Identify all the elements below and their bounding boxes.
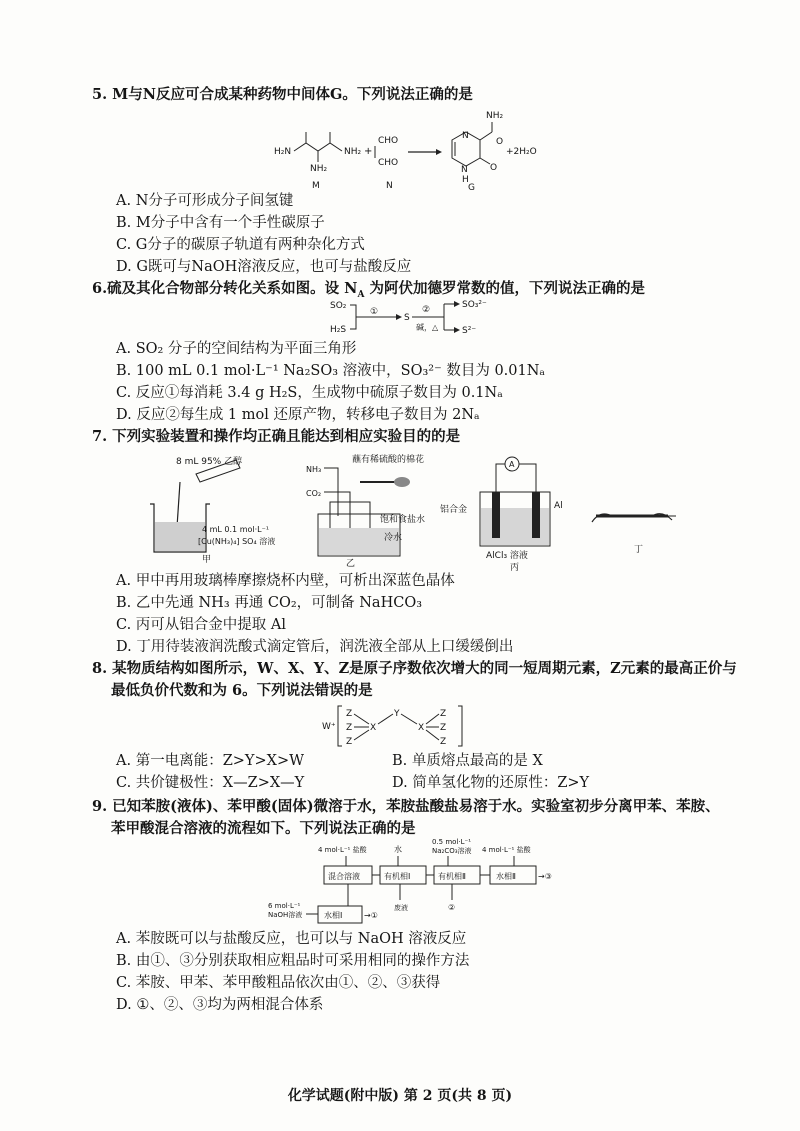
z-atom-2: Z bbox=[346, 723, 353, 733]
alloy-electrode bbox=[492, 492, 500, 538]
q8-structure bbox=[322, 702, 472, 750]
q7-option-c[interactable]: C. 丙可从铝合金中提取 Al bbox=[116, 617, 287, 633]
q7-option-d[interactable]: D. 丁用待装液润洗酸式滴定管后，润洗液全部从上口缓缓倒出 bbox=[116, 639, 514, 655]
flow-out-2: ② bbox=[448, 903, 456, 912]
m-nh2-mid: NH₂ bbox=[310, 164, 328, 174]
bond-z3-x1 bbox=[354, 730, 369, 740]
q5-stem: 5. M与N反应可合成某种药物中间体G。下列说法正确的是 bbox=[92, 86, 473, 103]
m-h2n: H₂N bbox=[274, 147, 292, 157]
q9-option-d[interactable]: D. ①、②、③均为两相混合体系 bbox=[116, 997, 324, 1013]
bracket-close bbox=[458, 706, 462, 746]
q7-stem: 7. 下列实验装置和操作均正确且能达到相应实验目的的是 bbox=[92, 428, 461, 445]
z-atom-5: Z bbox=[440, 723, 447, 733]
flow-water: 水 bbox=[394, 845, 402, 854]
yi-cold-label: 冷水 bbox=[384, 533, 403, 543]
q7-option-b[interactable]: B. 乙中先通 NH₃ 再通 CO₂，可制备 NaHCO₃ bbox=[116, 595, 423, 611]
flow-out-1: →① bbox=[364, 911, 378, 920]
flow-out-3: →③ bbox=[538, 872, 552, 881]
q8-stem-line2: 最低负价代数和为 6。下列说法错误的是 bbox=[111, 682, 373, 699]
q5-option-c[interactable]: C. G分子的碳原子轨道有两种杂化方式 bbox=[116, 237, 365, 253]
bond-x1-y bbox=[378, 714, 393, 724]
plus-sign: + bbox=[364, 146, 373, 157]
jia-solution-line1: 4 mL 0.1 mol·L⁻¹ bbox=[202, 525, 270, 534]
h2s-label: H₂S bbox=[330, 325, 347, 335]
g-amide-o: O bbox=[496, 137, 504, 147]
q5-option-a[interactable]: A. N分子可形成分子间氢键 bbox=[116, 193, 294, 209]
g-label: G bbox=[468, 183, 475, 193]
q6-option-a[interactable]: A. SO₂ 分子的空间结构为平面三角形 bbox=[116, 341, 357, 357]
ding-label: 丁 bbox=[634, 545, 644, 555]
x-atom-2: X bbox=[418, 723, 425, 733]
q8-option-b[interactable]: B. 单质熔点最高的是 X bbox=[392, 753, 543, 769]
flow-hcl-2: 4 mol·L⁻¹ 盐酸 bbox=[482, 846, 531, 854]
q9-option-b[interactable]: B. 由①、③分别获取相应粗品时可采用相同的操作方法 bbox=[116, 953, 470, 969]
al-electrode bbox=[532, 492, 540, 538]
ammeter-label: A bbox=[509, 460, 515, 469]
box-mixed-label: 混合溶液 bbox=[328, 872, 360, 881]
wire-right bbox=[519, 464, 536, 494]
n-cho-2: CHO bbox=[378, 158, 399, 168]
q7-apparatus bbox=[140, 452, 680, 572]
arrow-s2-head bbox=[454, 327, 460, 333]
bing-label: 丙 bbox=[510, 563, 520, 573]
q6-option-d[interactable]: D. 反应②每生成 1 mol 还原产物，转移电子数目为 2Nₐ bbox=[116, 407, 480, 423]
q5-reaction-scheme bbox=[250, 108, 550, 192]
q7-option-a[interactable]: A. 甲中再用玻璃棒摩擦烧杯内壁，可析出深蓝色晶体 bbox=[116, 573, 455, 589]
q6-option-b[interactable]: B. 100 mL 0.1 mol·L⁻¹ Na₂SO₃ 溶液中，SO₃²⁻ 数目为 0.01Nₐ bbox=[116, 363, 546, 379]
z-atom-6: Z bbox=[440, 737, 447, 747]
z-atom-3: Z bbox=[346, 737, 353, 747]
yi-cotton-label: 蘸有稀硫酸的棉花 bbox=[352, 455, 425, 465]
bing-al-label: Al bbox=[554, 501, 563, 511]
jia-solution-line2: [Cu(NH₃)₄] SO₄ 溶液 bbox=[198, 537, 276, 546]
yi-nh3-label: NH₃ bbox=[306, 465, 322, 474]
bracket-open bbox=[338, 706, 342, 746]
bond-x2-z4 bbox=[426, 714, 439, 724]
step1-label: ① bbox=[370, 307, 379, 317]
jia-reagent-label: 8 mL 95% 乙醇 bbox=[176, 457, 243, 467]
bing-alloy-label: 铝合金 bbox=[440, 505, 468, 515]
box-aq1-label: 水相Ⅰ bbox=[324, 911, 343, 920]
step2-label: ② bbox=[422, 305, 431, 315]
yi-co2-tube bbox=[324, 492, 350, 532]
arrow-head bbox=[436, 149, 442, 155]
yi-co2-label: CO₂ bbox=[306, 489, 322, 498]
s2-label: S²⁻ bbox=[462, 326, 477, 336]
bracket-left bbox=[350, 305, 356, 329]
q8-option-c[interactable]: C. 共价键极性：X—Z>X—Y bbox=[116, 775, 305, 791]
q9-stem-line1: 9. 已知苯胺(液体)、苯甲酸(固体)微溶于水，苯胺盐酸盐易溶于水。实验室初步分离甲苯、苯胺、 bbox=[92, 798, 720, 815]
q8-option-a[interactable]: A. 第一电离能：Z>Y>X>W bbox=[116, 753, 305, 769]
bing-solution-label: AlCl₃ 溶液 bbox=[486, 551, 528, 561]
flow-waste: 废液 bbox=[394, 904, 408, 912]
q5-option-b[interactable]: B. M分子中含有一个手性碳原子 bbox=[116, 215, 325, 231]
flow-hcl-1: 4 mol·L⁻¹ 盐酸 bbox=[318, 846, 367, 854]
page-footer: 化学试题(附中版) 第 2 页(共 8 页) bbox=[287, 1088, 513, 1104]
q5-option-d[interactable]: D. G既可与NaOH溶液反应，也可与盐酸反应 bbox=[116, 259, 412, 275]
flow-na2co3-1: 0.5 mol·L⁻¹ bbox=[432, 838, 472, 846]
wire-left bbox=[496, 464, 505, 494]
q6-option-c[interactable]: C. 反应①每消耗 3.4 g H₂S，生成物中硫原子数目为 0.1Nₐ bbox=[116, 385, 503, 401]
arrow-step1-head bbox=[396, 314, 402, 320]
flow-na2co3-2: Na₂CO₃溶液 bbox=[432, 847, 472, 855]
flow-naoh-2: NaOH溶液 bbox=[268, 911, 303, 919]
y-atom: Y bbox=[394, 709, 400, 719]
box-org2-label: 有机相Ⅱ bbox=[438, 872, 466, 881]
q9-option-c[interactable]: C. 苯胺、甲苯、苯甲酸粗品依次由①、②、③获得 bbox=[116, 975, 441, 991]
g-keto-o: O bbox=[490, 163, 498, 173]
z-atom-4: Z bbox=[440, 709, 447, 719]
w-cation: W⁺ bbox=[322, 722, 336, 732]
box-org1-label: 有机相Ⅰ bbox=[384, 872, 411, 881]
s-label: S bbox=[404, 313, 410, 323]
q9-stem-line2: 苯甲酸混合溶液的流程如下。下列说法正确的是 bbox=[111, 820, 416, 837]
flow-naoh-1: 6 mol·L⁻¹ bbox=[268, 902, 301, 910]
q8-stem-line1: 8. 某物质结构如图所示，W、X、Y、Z是原子序数依次增大的同一短周期元素，Z元素的最高正价与 bbox=[92, 660, 737, 677]
q8-option-d[interactable]: D. 简单氢化物的还原性：Z>Y bbox=[392, 775, 590, 791]
m-backbone bbox=[294, 143, 342, 151]
water-product: +2H₂O bbox=[506, 147, 537, 157]
g-nh2: NH₂ bbox=[486, 111, 504, 121]
bond-y-x2 bbox=[401, 714, 417, 724]
so2-label: SO₂ bbox=[330, 301, 347, 311]
jia-label: 甲 bbox=[202, 555, 212, 565]
q9-option-a[interactable]: A. 苯胺既可以与盐酸反应，也可以与 NaOH 溶液反应 bbox=[116, 931, 467, 947]
q6-sulfur-diagram bbox=[330, 296, 490, 338]
g-h-atom: H bbox=[462, 175, 469, 185]
bond-z1-x1 bbox=[354, 714, 369, 724]
yi-label: 乙 bbox=[346, 559, 356, 569]
box-aq2-label: 水相Ⅱ bbox=[496, 872, 516, 881]
bond-x2-z6 bbox=[426, 730, 439, 740]
g-amide-bond bbox=[480, 132, 492, 140]
g-n-atom-1: N bbox=[462, 131, 469, 141]
g-n-atom-2: N bbox=[461, 165, 468, 175]
n-cho-1: CHO bbox=[378, 136, 399, 146]
yi-cotton bbox=[394, 477, 410, 487]
z-atom-1: Z bbox=[346, 709, 353, 719]
arrow-so3-head bbox=[454, 301, 460, 307]
yi-brine-label: 饱和食盐水 bbox=[380, 515, 426, 525]
n-label: N bbox=[386, 181, 393, 191]
q9-flowchart bbox=[268, 836, 588, 932]
m-nh2: NH₂ bbox=[344, 147, 362, 157]
x-atom-1: X bbox=[370, 723, 377, 733]
g-keto-bond bbox=[480, 158, 490, 164]
q6-stem: 6.硫及其化合物部分转化关系如图。设 $N_A$ 为阿伏加德罗常数的值，下列说法正确的是 bbox=[92, 280, 645, 300]
so3-label: SO₃²⁻ bbox=[462, 300, 487, 310]
alkali-label: 碱，△ bbox=[416, 323, 439, 332]
m-label: M bbox=[312, 181, 320, 191]
